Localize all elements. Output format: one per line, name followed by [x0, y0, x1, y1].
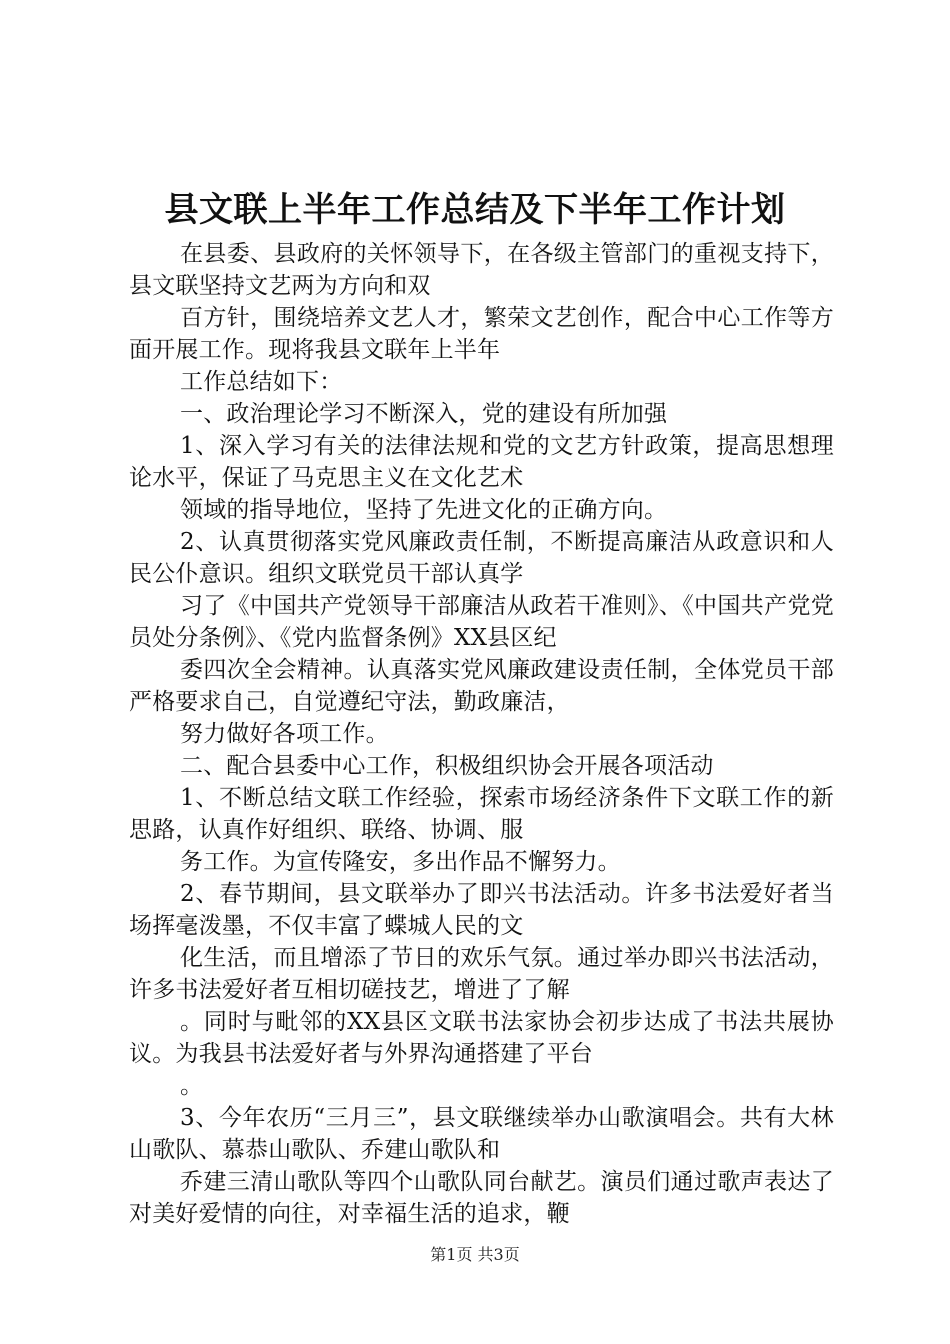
paragraph: 百方针，围绕培养文艺人才，繁荣文艺创作，配合中心工作等方面开展工作。现将我县文联年上半年 — [129, 305, 834, 363]
paragraph: 化生活，而且增添了节日的欢乐气氛。通过举办即兴书法活动，许多书法爱好者互相切磋技艺，增进了了解 — [129, 945, 834, 1003]
paragraph: 2、认真贯彻落实党风廉政责任制，不断提高廉洁从政意识和人民公仆意识。组织文联党员干部认真学 — [129, 529, 834, 587]
paragraph: 。 — [180, 1073, 204, 1099]
paragraph: 习了《中国共产党领导干部廉洁从政若干准则》、《中国共产党党员处分条例》、《党内监督条例》XX县区纪 — [129, 593, 834, 651]
paragraph: 在县委、县政府的关怀领导下，在各级主管部门的重视支持下，县文联坚持文艺两为方向和双 — [129, 241, 834, 299]
paragraph: 乔建三清山歌队等四个山歌队同台献艺。演员们通过歌声表达了对美好爱情的向往，对幸福生活的追求，鞭 — [129, 1169, 834, 1227]
paragraph: 委四次全会精神。认真落实党风廉政建设责任制，全体党员干部严格要求自己，自觉遵纪守法，勤政廉洁， — [129, 657, 834, 715]
paragraph: 3、今年农历“三月三”，县文联继续举办山歌演唱会。共有大林山歌队、慕恭山歌队、乔建山歌队和 — [129, 1105, 834, 1163]
section-heading: 一、政治理论学习不断深入，党的建设有所加强 — [180, 401, 668, 427]
document-body — [129, 238, 834, 1230]
page-number-footer: 第1页 共3页 — [430, 1245, 520, 1264]
paragraph: 务工作。为宣传隆安，多出作品不懈努力。 — [180, 849, 621, 875]
paragraph: 领域的指导地位，坚持了先进文化的正确方向。 — [180, 497, 668, 523]
section-heading: 二、配合县委中心工作，积极组织协会开展各项活动 — [180, 753, 714, 779]
paragraph: 1、深入学习有关的法律法规和党的文艺方针政策，提高思想理论水平，保证了马克思主义在文化艺术 — [129, 433, 834, 491]
paragraph: 1、不断总结文联工作经验，探索市场经济条件下文联工作的新思路，认真作好组织、联络、协调、服 — [129, 785, 834, 843]
paragraph: 2、春节期间，县文联举办了即兴书法活动。许多书法爱好者当场挥毫泼墨，不仅丰富了蝶城人民的文 — [129, 881, 834, 939]
document-title: 县文联上半年工作总结及下半年工作计划 — [164, 190, 786, 230]
paragraph: 工作总结如下： — [180, 369, 343, 395]
paragraph: 。同时与毗邻的XX县区文联书法家协会初步达成了书法共展协议。为我县书法爱好者与外界沟通搭建了平台 — [129, 1009, 834, 1067]
paragraph: 努力做好各项工作。 — [180, 721, 389, 747]
